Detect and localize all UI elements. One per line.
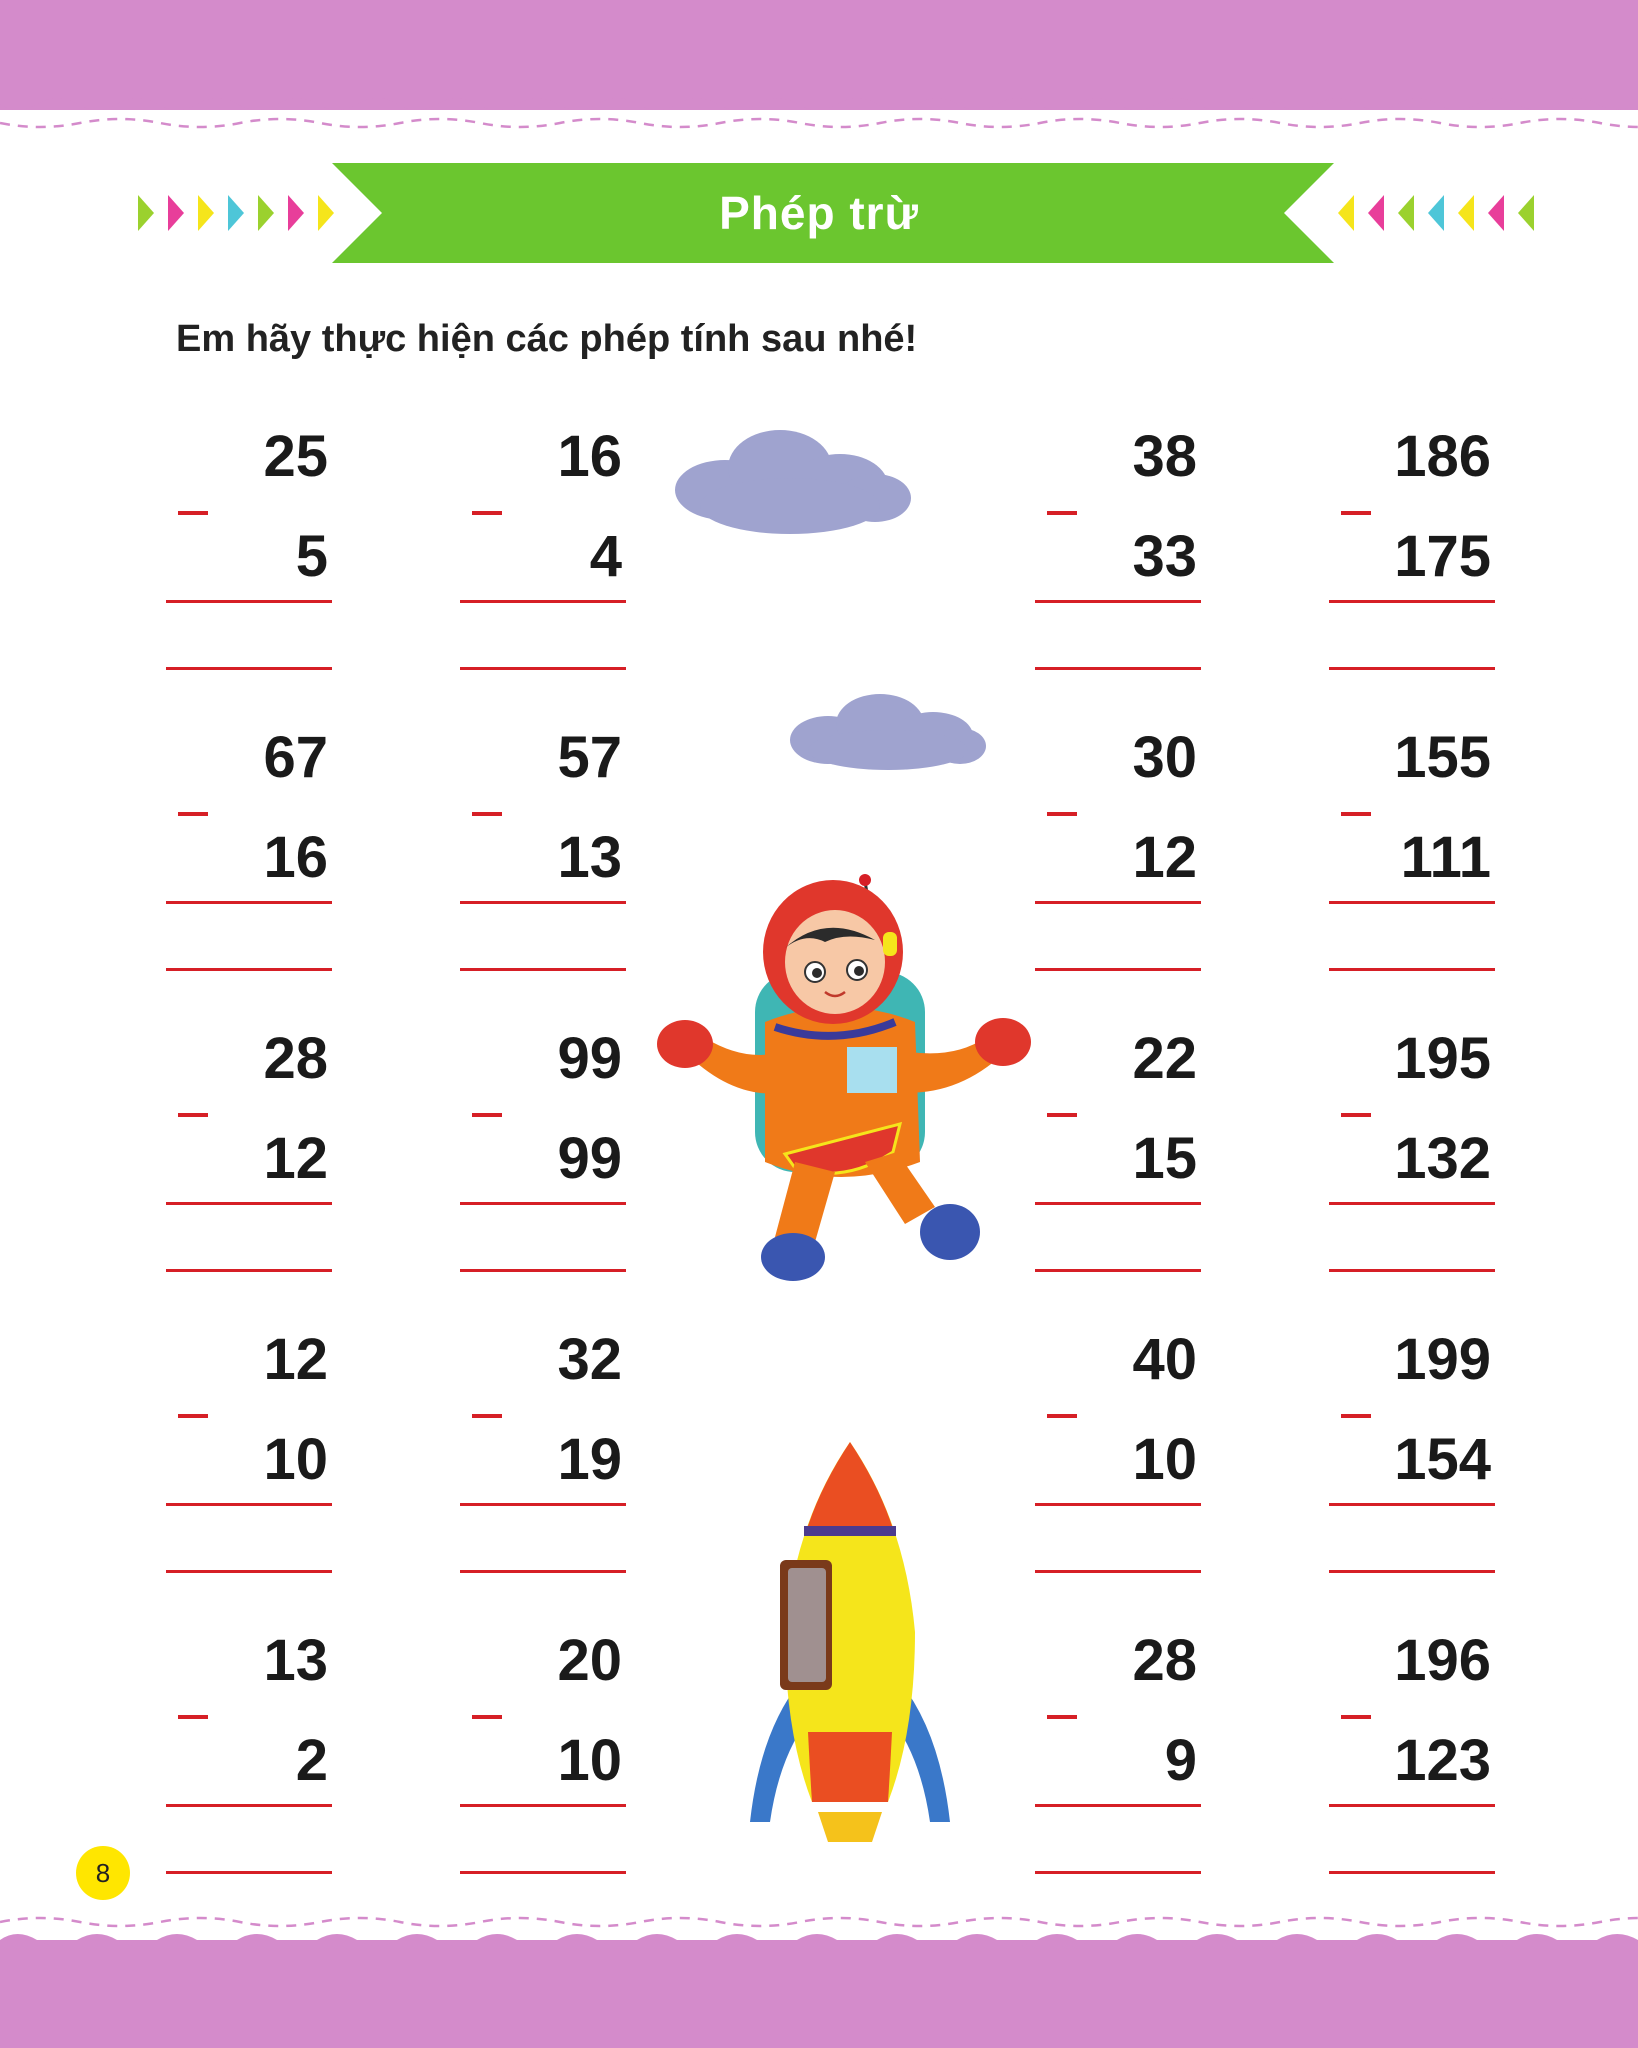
minus-sign bbox=[1341, 1113, 1371, 1117]
problem-c4-r1 bbox=[1329, 424, 1519, 727]
minus-sign bbox=[472, 1113, 502, 1117]
answer-line[interactable] bbox=[166, 1269, 332, 1272]
result-line bbox=[1329, 1503, 1495, 1506]
problem-c4-r5 bbox=[1329, 1628, 1519, 1931]
minus-sign bbox=[178, 1715, 208, 1719]
subtrahend: 10 bbox=[263, 1427, 328, 1492]
minuend: 13 bbox=[263, 1628, 328, 1693]
answer-line[interactable] bbox=[166, 968, 332, 971]
minuend: 28 bbox=[263, 1026, 328, 1091]
subtrahend: 132 bbox=[1394, 1126, 1491, 1191]
problem-c1-r4 bbox=[166, 1327, 356, 1630]
problem-c3-r1 bbox=[1035, 424, 1225, 727]
cloud-icon bbox=[670, 428, 920, 538]
result-line bbox=[460, 901, 626, 904]
answer-line[interactable] bbox=[460, 667, 626, 670]
minuend: 25 bbox=[263, 424, 328, 489]
minuend: 28 bbox=[1132, 1628, 1197, 1693]
answer-line[interactable] bbox=[1329, 667, 1495, 670]
minuend: 38 bbox=[1132, 424, 1197, 489]
subtrahend: 16 bbox=[263, 825, 328, 890]
result-line bbox=[166, 1202, 332, 1205]
subtrahend: 10 bbox=[1132, 1427, 1197, 1492]
problem-c2-r5 bbox=[460, 1628, 650, 1931]
subtrahend: 10 bbox=[557, 1728, 622, 1793]
minuend: 186 bbox=[1394, 424, 1491, 489]
minuend: 67 bbox=[263, 725, 328, 790]
answer-line[interactable] bbox=[1035, 1570, 1201, 1573]
subtrahend: 111 bbox=[1400, 825, 1491, 890]
cloud-icon bbox=[788, 692, 988, 772]
answer-line[interactable] bbox=[1329, 968, 1495, 971]
result-line bbox=[166, 600, 332, 603]
minus-sign bbox=[1047, 1715, 1077, 1719]
problem-c3-r5 bbox=[1035, 1628, 1225, 1931]
result-line bbox=[1035, 600, 1201, 603]
problem-c2-r2 bbox=[460, 725, 650, 1028]
answer-line[interactable] bbox=[1329, 1269, 1495, 1272]
answer-line[interactable] bbox=[1329, 1871, 1495, 1874]
problem-c1-r1 bbox=[166, 424, 356, 727]
answer-line[interactable] bbox=[166, 667, 332, 670]
minuend: 196 bbox=[1394, 1628, 1491, 1693]
problem-c3-r2 bbox=[1035, 725, 1225, 1028]
minus-sign bbox=[1047, 812, 1077, 816]
minus-sign bbox=[1341, 812, 1371, 816]
subtrahend: 175 bbox=[1394, 524, 1491, 589]
subtrahend: 2 bbox=[295, 1728, 328, 1793]
problem-c3-r4 bbox=[1035, 1327, 1225, 1630]
answer-line[interactable] bbox=[460, 1269, 626, 1272]
minuend: 22 bbox=[1132, 1026, 1197, 1091]
result-line bbox=[1329, 1202, 1495, 1205]
minus-sign bbox=[178, 511, 208, 515]
page-title: Phép trừ bbox=[719, 187, 919, 239]
problem-c4-r3 bbox=[1329, 1026, 1519, 1329]
result-line bbox=[460, 1503, 626, 1506]
subtrahend: 123 bbox=[1394, 1728, 1491, 1793]
result-line bbox=[1035, 1804, 1201, 1807]
subtrahend: 99 bbox=[557, 1126, 622, 1191]
result-line bbox=[1329, 1804, 1495, 1807]
answer-line[interactable] bbox=[1035, 1269, 1201, 1272]
minus-sign bbox=[1047, 511, 1077, 515]
minus-sign bbox=[178, 812, 208, 816]
minus-sign bbox=[472, 1414, 502, 1418]
answer-line[interactable] bbox=[1035, 667, 1201, 670]
problem-c1-r5 bbox=[166, 1628, 356, 1931]
subtrahend: 5 bbox=[295, 524, 328, 589]
subtrahend: 19 bbox=[557, 1427, 622, 1492]
answer-line[interactable] bbox=[460, 1871, 626, 1874]
minuend: 40 bbox=[1132, 1327, 1197, 1392]
instruction-text: Em hãy thực hiện các phép tính sau nhé! bbox=[176, 318, 918, 360]
problem-c4-r4 bbox=[1329, 1327, 1519, 1630]
answer-line[interactable] bbox=[460, 968, 626, 971]
minuend: 16 bbox=[557, 424, 622, 489]
answer-line[interactable] bbox=[166, 1871, 332, 1874]
subtrahend: 33 bbox=[1132, 524, 1197, 589]
result-line bbox=[460, 600, 626, 603]
minuend: 155 bbox=[1394, 725, 1491, 790]
answer-line[interactable] bbox=[460, 1570, 626, 1573]
minus-sign bbox=[1341, 1715, 1371, 1719]
problem-c3-r3 bbox=[1035, 1026, 1225, 1329]
problem-c4-r2 bbox=[1329, 725, 1519, 1028]
minus-sign bbox=[472, 1715, 502, 1719]
minuend: 199 bbox=[1394, 1327, 1491, 1392]
answer-line[interactable] bbox=[166, 1570, 332, 1573]
result-line bbox=[1329, 901, 1495, 904]
problem-c2-r3 bbox=[460, 1026, 650, 1329]
page-number-badge: 8 bbox=[76, 1846, 130, 1900]
minus-sign bbox=[1047, 1414, 1077, 1418]
minus-sign bbox=[1047, 1113, 1077, 1117]
problem-c1-r3 bbox=[166, 1026, 356, 1329]
answer-line[interactable] bbox=[1035, 968, 1201, 971]
minuend: 20 bbox=[557, 1628, 622, 1693]
astronaut-icon bbox=[625, 862, 1045, 1302]
subtrahend: 12 bbox=[263, 1126, 328, 1191]
answer-line[interactable] bbox=[1035, 1871, 1201, 1874]
result-line bbox=[1035, 901, 1201, 904]
result-line bbox=[460, 1202, 626, 1205]
subtrahend: 12 bbox=[1132, 825, 1197, 890]
result-line bbox=[1035, 1202, 1201, 1205]
subtrahend: 13 bbox=[557, 825, 622, 890]
minus-sign bbox=[1341, 511, 1371, 515]
minus-sign bbox=[1341, 1414, 1371, 1418]
result-line bbox=[460, 1804, 626, 1807]
minuend: 32 bbox=[557, 1327, 622, 1392]
minuend: 57 bbox=[557, 725, 622, 790]
minuend: 195 bbox=[1394, 1026, 1491, 1091]
minuend: 30 bbox=[1132, 725, 1197, 790]
subtrahend: 4 bbox=[589, 524, 622, 589]
minuend: 99 bbox=[557, 1026, 622, 1091]
result-line bbox=[166, 1503, 332, 1506]
subtrahend: 9 bbox=[1164, 1728, 1197, 1793]
minuend: 12 bbox=[263, 1327, 328, 1392]
answer-line[interactable] bbox=[1329, 1570, 1495, 1573]
problem-c2-r4 bbox=[460, 1327, 650, 1630]
result-line bbox=[166, 1804, 332, 1807]
bottom-band bbox=[0, 1940, 1638, 2048]
minus-sign bbox=[472, 812, 502, 816]
minus-sign bbox=[178, 1113, 208, 1117]
subtrahend: 154 bbox=[1394, 1427, 1491, 1492]
minus-sign bbox=[472, 511, 502, 515]
minus-sign bbox=[178, 1414, 208, 1418]
top-dashed-line bbox=[0, 115, 1638, 135]
problem-c2-r1 bbox=[460, 424, 650, 727]
result-line bbox=[166, 901, 332, 904]
result-line bbox=[1329, 600, 1495, 603]
problem-c1-r2 bbox=[166, 725, 356, 1028]
rocket-icon bbox=[740, 1432, 960, 1862]
subtrahend: 15 bbox=[1132, 1126, 1197, 1191]
result-line bbox=[1035, 1503, 1201, 1506]
